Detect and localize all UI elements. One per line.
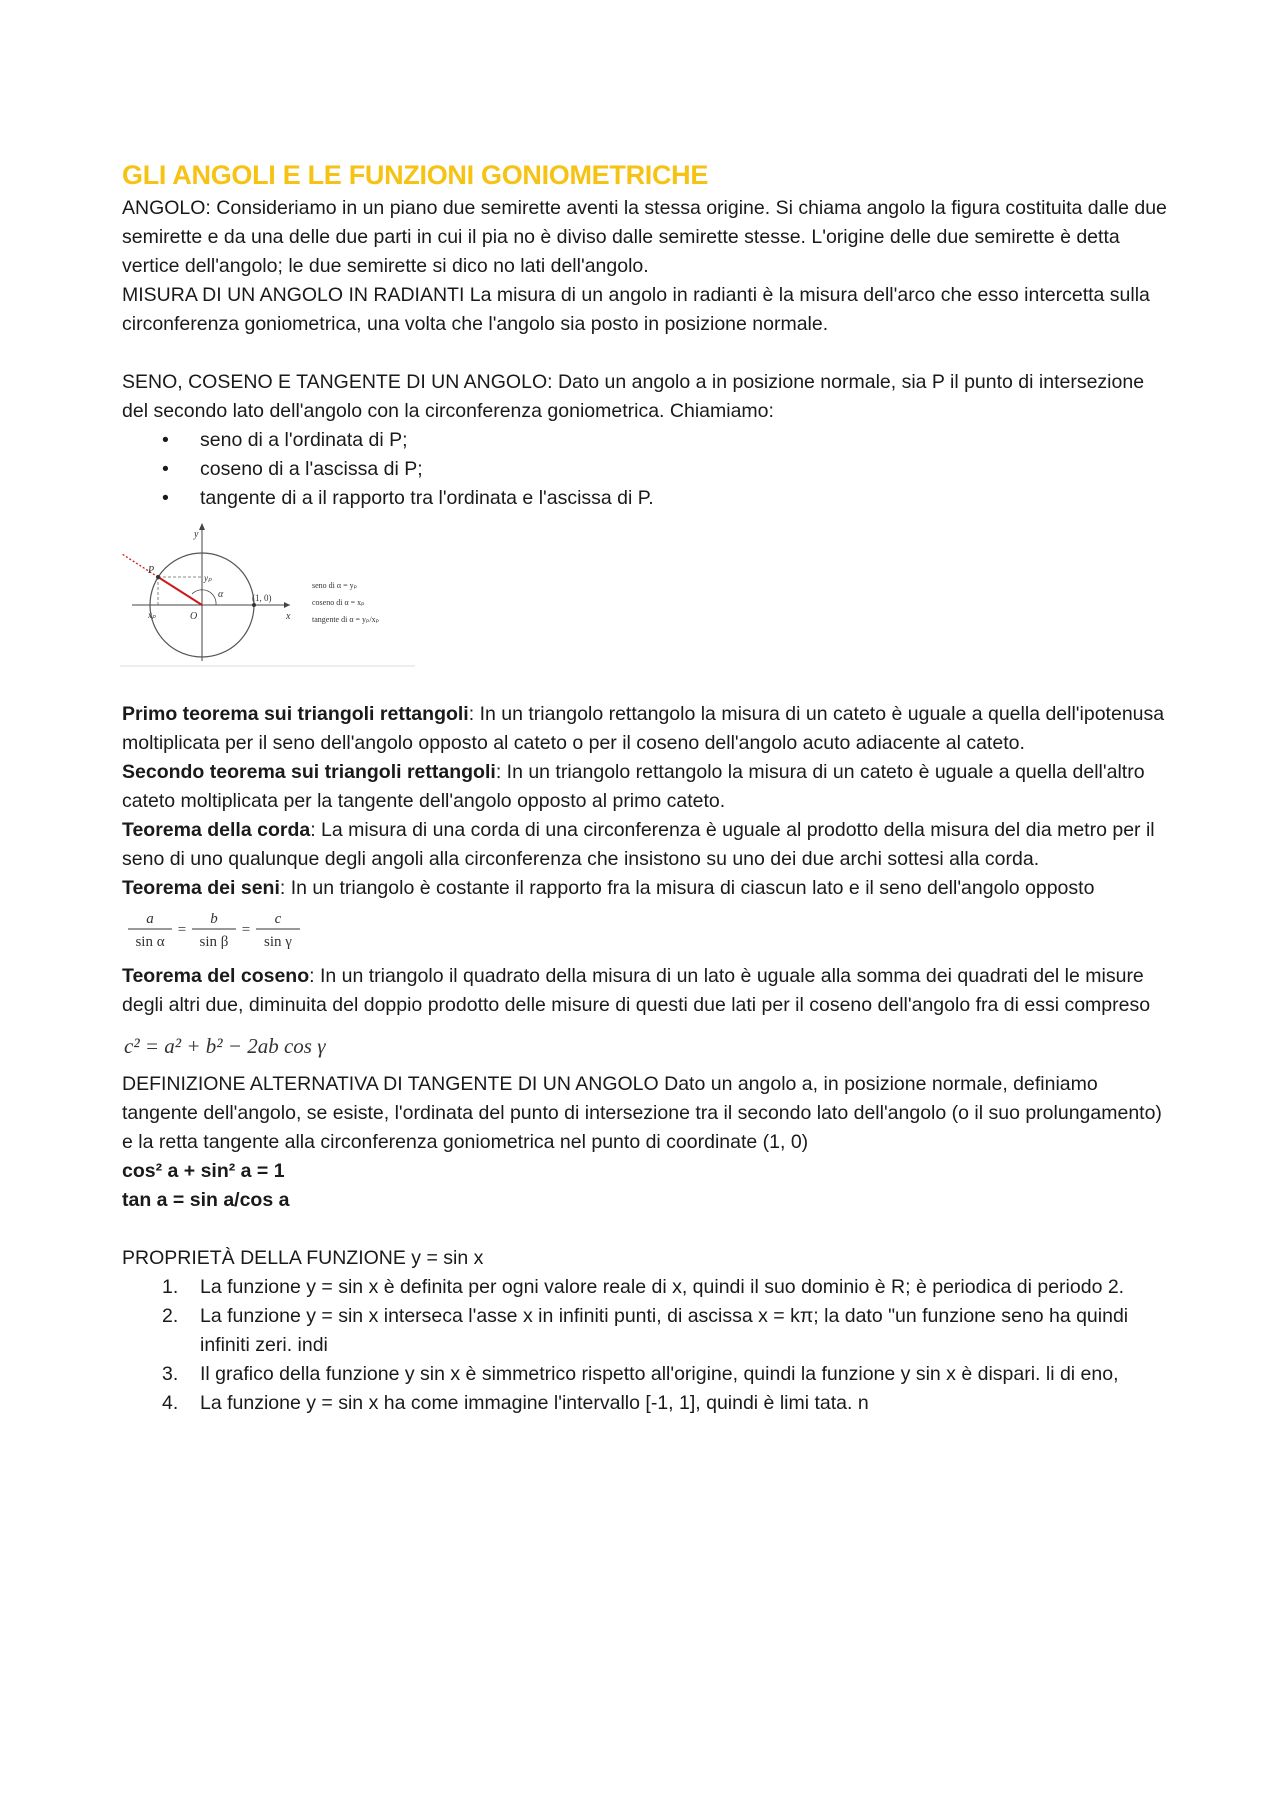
eq-denominator-b: sin β [199, 934, 229, 950]
paragraph-primo-teorema: Primo teorema sui triangoli rettangoli: In un triangolo rettangolo la misura di un cateto è uguale a quella dell'ipotenusa moltiplicata per il seno dell'angolo opposto al cateto o per il coseno dell'angolo acuto adiacente al cateto. [122, 703, 1165, 754]
x-axis-label: x [286, 611, 291, 622]
list-item: • tangente di a il rapporto tra l'ordinata e l'ascissa di P. [122, 484, 1172, 513]
paragraph-definizione-tangente: DEFINIZIONE ALTERNATIVA DI TANGENTE DI UN ANGOLO Dato un angolo a, in posizione normale, definiamo tangente dell'angolo, se esiste, l'ordinata del punto di intersezione tra il secondo lato dell'angolo (o il suo prolungamento) e la retta tangente alla circonferenza goniometrica nel punto di coordinate (1, 0) [122, 1073, 1162, 1153]
paragraph-proprieta: PROPRIETÀ DELLA FUNZIONE y = sin x [122, 1247, 484, 1269]
paragraph-seno-coseno-tangente: SENO, COSENO E TANGENTE DI UN ANGOLO: Dato un angolo a in posizione normale, sia P il punto di intersezione del secondo lato dell'angolo con la circonferenza goniometrica. Chiamiamo: [122, 371, 1145, 422]
origin-label: O [190, 611, 198, 622]
point-1-0-label: (1, 0) [252, 593, 272, 603]
document-page [122, 158, 1172, 1418]
paragraph-misura-radianti: MISURA DI UN ANGOLO IN RADIANTI La misura di un angolo in radianti è la misura dell'arco che esso intercetta sulla circonferenza goniometrica, una volta che l'angolo sia posto in posizione normale. [122, 284, 1150, 335]
point-p-label: P [148, 565, 155, 576]
page-title: GLI ANGOLI E LE FUNZIONI GONIOMETRICHE [122, 160, 709, 190]
eq-denominator-c: sin γ [264, 934, 292, 950]
list-item: 3. Il grafico della funzione y sin x è simmetrico rispetto all'origine, quindi la funzione y sin x è dispari. li di eno, [162, 1363, 1119, 1385]
list-item: • seno di a l'ordinata di P; [122, 426, 1172, 455]
definition-list [122, 426, 1172, 513]
property-list [122, 1273, 1172, 1418]
eq-sign-2: = [241, 922, 251, 938]
y-axis-label: y [194, 529, 199, 540]
eq-numerator-a: a [146, 911, 154, 927]
bullet-icon: • [162, 429, 169, 451]
equation-seni [124, 907, 1172, 958]
list-item: 4. La funzione y = sin x ha come immagine l'intervallo [-1, 1], quindi è limi tata. n [162, 1392, 869, 1414]
paragraph-teorema-coseno: Teorema del coseno: In un triangolo il quadrato della misura di un lato è uguale alla somma dei quadrati del le misure degli altri due, diminuita del doppio prodotto delle misure di questi due lati per il coseno dell'angolo fra di essi compreso [122, 965, 1151, 1016]
equation-coseno: c² = a² + b² − 2ab cos γ [124, 1034, 326, 1058]
list-item: 1. La funzione y = sin x è definita per ogni valore reale di x, quindi il suo dominio è R; è periodica di periodo 2. [162, 1276, 1125, 1298]
unit-circle-diagram [120, 521, 420, 671]
paragraph-teorema-corda: Teorema della corda: La misura di una corda di una circonferenza è uguale al prodotto della misura del dia metro per il seno di uno qualunque degli angoli alla circonferenza che insistono su uno dei due archi sottesi alla corda. [122, 819, 1155, 870]
bullet-icon: • [162, 487, 169, 509]
identity-pythagorean: cos² a + sin² a = 1 [122, 1160, 285, 1182]
legend-tan: tangente di α = yₚ/xₚ [312, 615, 380, 624]
bullet-icon: • [162, 458, 169, 480]
paragraph-teorema-seni: Teorema dei seni: In un triangolo è costante il rapporto fra la misura di ciascun lato e il seno dell'angolo opposto [122, 877, 1095, 899]
eq-denominator-a: sin α [135, 934, 165, 950]
yp-label: yₚ [204, 573, 212, 583]
alpha-label: α [218, 589, 224, 600]
legend-sin: seno di α = yₚ [312, 581, 358, 590]
paragraph-secondo-teorema: Secondo teorema sui triangoli rettangoli: In un triangolo rettangolo la misura di un cateto è uguale a quella dell'altro cateto moltiplicata per la tangente dell'angolo opposto al primo cateto. [122, 761, 1145, 812]
paragraph-angolo: ANGOLO: Consideriamo in un piano due semirette aventi la stessa origine. Si chiama angolo la figura costituita dalle due semirette e da una delle due parti in cui il pia no è diviso dalle semirette stesse. L'origine delle due semirette è detta vertice dell'angolo; le due semirette si dico no lati dell'angolo. [122, 197, 1167, 277]
legend-cos: coseno di α = xₚ [312, 598, 365, 607]
list-item: 2. La funzione y = sin x interseca l'asse x in infiniti punti, di ascissa x = kπ; la dato "un funzione seno ha quindi infiniti zeri. indi [162, 1305, 1129, 1356]
unit-circle-figure [120, 521, 1172, 676]
eq-sign-1: = [177, 922, 187, 938]
eq-numerator-b: b [210, 911, 218, 927]
identity-tangent: tan a = sin a/cos a [122, 1189, 290, 1211]
list-item: • coseno di a l'ascissa di P; [122, 455, 1172, 484]
eq-numerator-c: c [274, 911, 282, 927]
xp-label: xₚ [148, 610, 156, 620]
